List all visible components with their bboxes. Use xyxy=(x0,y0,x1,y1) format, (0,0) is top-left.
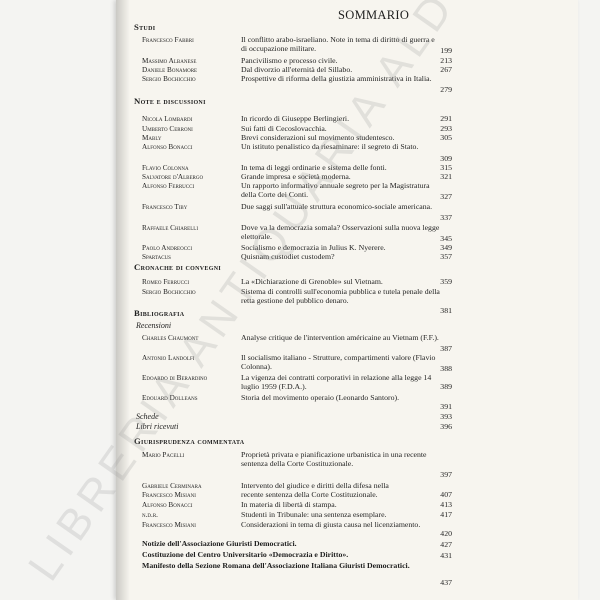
subsection-libri-ricevuti: Libri ricevuti xyxy=(136,422,179,431)
entry-page: 267 xyxy=(440,65,452,74)
note-item: Notizie dell'Associazione Giuristi Democratici. xyxy=(142,539,297,548)
entry-page: 293 xyxy=(440,124,452,133)
section-giurisprudenza: Giurisprudenza commentata xyxy=(134,436,245,446)
entry-author: Alfonso Ferrucci xyxy=(142,182,195,190)
entry-page: 337 xyxy=(440,213,452,222)
entry-author: Umberto Cerroni xyxy=(142,125,193,133)
entry-page: 381 xyxy=(440,306,452,315)
entry-author: Raffaele Chiarelli xyxy=(142,224,199,232)
entry-page: 305 xyxy=(440,133,452,142)
entry-author: Flavio Colonna xyxy=(142,164,189,172)
subsection-recensioni: Recensioni xyxy=(136,321,172,330)
entry-page: 387 xyxy=(440,344,452,353)
entry-title: La vigenza dei contratti corporativi in relazione alla legge 14 luglio 1959 (F.D.A.). xyxy=(241,373,432,392)
entry-page: 321 xyxy=(440,172,452,181)
entry-title: Pancivilismo e processo civile. xyxy=(241,56,338,65)
note-item: Costituzione del Centro Universitario «Democrazia e Diritto». xyxy=(142,550,349,559)
entry-author: Massimo Albanese xyxy=(142,57,197,65)
entry-author: Mario Pacelli xyxy=(142,451,185,459)
entry-page: 413 xyxy=(440,500,452,509)
entry-author: Daniele Bonamore xyxy=(142,66,198,74)
entry-author: Edoardo di Berardino xyxy=(142,374,208,382)
entry-author: Francesco Fabbri xyxy=(142,36,194,44)
section-bibliografia: Bibliografia xyxy=(134,308,185,318)
entry-author: Sergio Bochicchio xyxy=(142,288,196,296)
entry-author: Antonio Landolfi xyxy=(142,354,195,362)
entry-title: Il socialismo italiano - Strutture, compartimenti valore (Flavio Colonna). xyxy=(241,353,436,372)
entry-title: Brevi considerazioni sul movimento studentesco. xyxy=(241,133,395,142)
entry-page: 309 xyxy=(440,154,452,163)
section-cronache-convegni: Cronache di convegni xyxy=(134,262,221,272)
entry-page: 291 xyxy=(440,114,452,123)
entry-title: Sistema di controlli sull'economia pubblica e tutela penale della retta gestione del pubblico denaro. xyxy=(241,287,440,306)
subsection-schede: Schede xyxy=(136,412,159,421)
entry-title: In materia di libertà di stampa. xyxy=(241,500,337,509)
entry-page: 389 xyxy=(440,382,452,391)
entry-title: Considerazioni in tema di giusta causa nel licenziamento. xyxy=(241,520,421,529)
entry-page: 213 xyxy=(440,56,452,65)
entry-title: Storia del movimento operaio (Leonardo Santoro). xyxy=(241,393,400,402)
watermark-text: LIBRERIA ANTIQUARIA ALDO xyxy=(19,0,489,590)
entry-title: Un rapporto informativo annuale segreto per la Magistratura della Corte dei Conti. xyxy=(241,181,430,200)
entry-author: Salvatore d'Albergo xyxy=(142,173,204,181)
entry-author: Nicola Lombardi xyxy=(142,115,193,123)
note-item: Manifesto della Sezione Romana dell'Associazione Italiana Giuristi Democratici. xyxy=(142,561,410,570)
entry-page: 396 xyxy=(440,422,452,431)
entry-title: In ricordo di Giuseppe Berlingieri. xyxy=(241,114,350,123)
entry-author: Sergio Bochicchio xyxy=(142,75,196,83)
entry-title: In tema di leggi ordinarie e sistema delle fonti. xyxy=(241,163,387,172)
entry-title: Un istituto penalistico da riesaminare: il segreto di Stato. xyxy=(241,142,419,151)
entry-author: Charles Chaumont xyxy=(142,334,199,342)
entry-page: 437 xyxy=(440,578,452,587)
entry-page: 388 xyxy=(440,364,452,373)
section-studi: Studi xyxy=(134,22,156,32)
entry-title: recente sentenza della Corte Costituzionale. xyxy=(241,490,378,499)
entry-page: 315 xyxy=(440,163,452,172)
entry-page: 407 xyxy=(440,490,452,499)
entry-title: Studenti in Tribunale: una sentenza esemplare. xyxy=(241,510,387,519)
entry-author: Francesco Tiby xyxy=(142,203,188,211)
entry-page: 199 xyxy=(440,46,452,55)
entry-title: Analyse critique de l'intervention américaine au Vietnam (F.F.). xyxy=(241,333,439,342)
entry-page: 349 xyxy=(440,243,452,252)
entry-page: 279 xyxy=(440,85,452,94)
entry-page: 359 xyxy=(440,277,452,286)
page-title: SOMMARIO xyxy=(338,8,410,22)
entry-title: Il conflitto arabo-israeliano. Note in tema di diritto di guerra e di occupazione militare. xyxy=(241,35,435,54)
entry-title: Proprietà privata e pianificazione urbanistica in una recente sentenza della Corte Costituzionale. xyxy=(241,450,427,469)
entry-title: Due saggi sull'attuale struttura economico-sociale americana. xyxy=(241,202,433,211)
entry-page: 327 xyxy=(440,192,452,201)
entry-page: 431 xyxy=(440,551,452,560)
entry-author: Paolo Andreocci xyxy=(142,244,193,252)
page-binding-shadow xyxy=(116,0,130,600)
entry-page: 420 xyxy=(440,529,452,538)
section-note-discussioni: Note e discussioni xyxy=(134,96,206,106)
entry-title: Dove va la democrazia somala? Osservazioni sulla nuova legge elettorale. xyxy=(241,223,440,242)
entry-title: Grande impresa e società moderna. xyxy=(241,172,351,181)
entry-page: 391 xyxy=(440,402,452,411)
entry-page: 417 xyxy=(440,510,452,519)
entry-title: Dal divorzio all'eternità del Sillabo. xyxy=(241,65,353,74)
entry-title: Quisnam custodiet custodem? xyxy=(241,252,335,261)
entry-page: 357 xyxy=(440,252,452,261)
entry-page: 345 xyxy=(440,234,452,243)
entry-page: 397 xyxy=(440,470,452,479)
entry-author: Mably xyxy=(142,134,162,142)
entry-author: Spartacus xyxy=(142,253,171,261)
entry-title: Socialismo e democrazia in Julius K. Nyerere. xyxy=(241,243,386,252)
entry-page: 427 xyxy=(440,540,452,549)
entry-author: n.d.r. xyxy=(142,511,158,519)
entry-title: Prospettive di riforma della giustizia amministrativa in Italia. xyxy=(241,74,432,83)
entry-page: 393 xyxy=(440,412,452,421)
entry-title: La «Dichiarazione di Grenoble» sul Vietnam. xyxy=(241,277,383,286)
entry-author: Francesco Misiani xyxy=(142,491,196,499)
entry-title: Sui fatti di Cecoslovacchia. xyxy=(241,124,327,133)
entry-author: Edouard Dolleans xyxy=(142,394,198,402)
entry-title: Intervento del giudice e diritti della difesa nella xyxy=(241,481,389,490)
entry-author: Alfonso Bonacci xyxy=(142,501,193,509)
entry-author: Alfonso Bonacci xyxy=(142,143,193,151)
entry-author: Gabriele Cerminara xyxy=(142,482,202,490)
entry-author: Francesco Misiani xyxy=(142,521,196,529)
entry-author: Romeo Ferrucci xyxy=(142,278,189,286)
